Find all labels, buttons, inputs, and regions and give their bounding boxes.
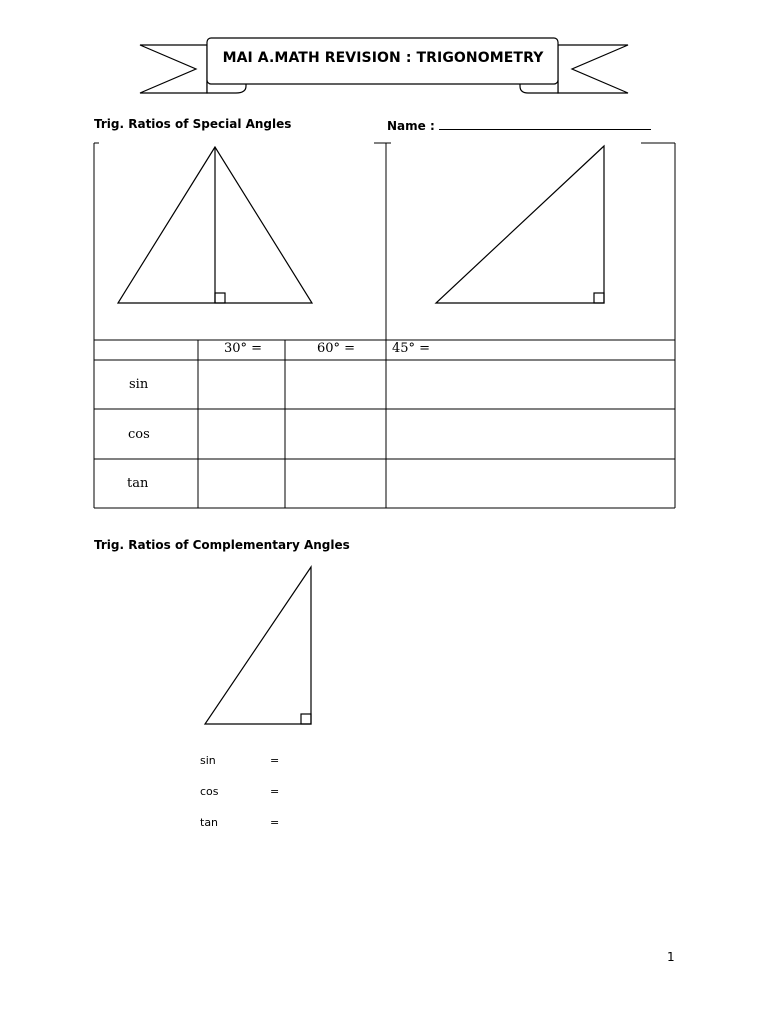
name-label: Name :	[387, 119, 435, 133]
row-label-cos: cos	[128, 427, 150, 442]
complementary-cos-label: cos	[200, 785, 219, 798]
complementary-sin-equals: =	[270, 754, 280, 767]
column-header-60: 60° =	[317, 341, 356, 356]
row-label-tan: tan	[127, 476, 149, 491]
page-number: 1	[667, 950, 675, 964]
special-angles-heading: Trig. Ratios of Special Angles	[94, 117, 292, 131]
page-title: MAI A.MATH REVISION : TRIGONOMETRY	[222, 50, 544, 66]
complementary-tan-label: tan	[200, 816, 219, 829]
column-header-30: 30° =	[224, 341, 263, 356]
row-label-sin: sin	[129, 377, 149, 392]
complementary-sin-label: sin	[200, 754, 216, 767]
column-header-45: 45° =	[392, 341, 431, 356]
right-triangle	[205, 567, 311, 724]
complementary-cos-equals: =	[270, 785, 280, 798]
complementary-angles-heading: Trig. Ratios of Complementary Angles	[94, 538, 350, 552]
complementary-tan-equals: =	[270, 816, 280, 829]
